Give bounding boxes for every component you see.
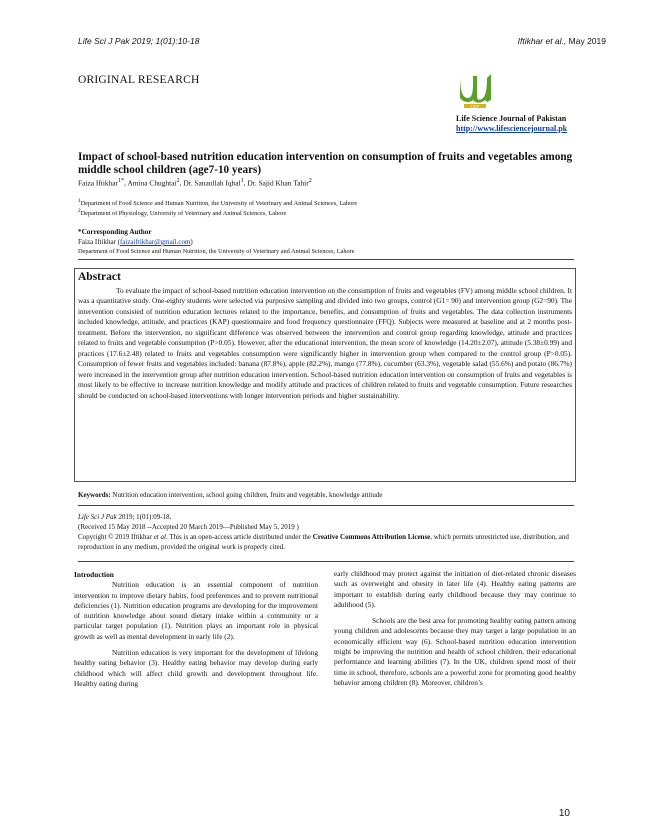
author-2-affil: 2 bbox=[176, 178, 180, 184]
author-1: Faiza Iftikhar bbox=[78, 178, 119, 188]
citation-dates: (Received 15 May 2018 --Accepted 20 March 2019—Published May 5, 2019 ) bbox=[78, 523, 299, 531]
abstract-heading: Abstract bbox=[78, 271, 121, 283]
journal-logo-icon bbox=[456, 70, 496, 110]
author-4: Dr. Sajid Khan Tahir bbox=[247, 178, 309, 188]
affiliation-1: $^1$Department of Food Science and Human Nutrition, the University of Veterinary and Animal Sciences, Lahore bbox=[78, 198, 358, 208]
author-1-affil: 1* bbox=[118, 178, 125, 184]
section-label: ORIGINAL RESEARCH bbox=[78, 74, 200, 86]
corresponding-author: Faiza Iftikhar (faizaiftikhar@gmail.com) bbox=[78, 238, 193, 246]
author-3: Dr. Sanaullah Iqbal bbox=[183, 178, 241, 188]
corresponding-dept: Department of Food Science and Human Nutrition, the University of Veterinary and Animal Sciences, Lahore bbox=[78, 248, 355, 255]
introduction-heading: Introduction bbox=[74, 570, 114, 579]
journal-logo bbox=[456, 70, 496, 110]
page-number: 10 bbox=[558, 808, 570, 819]
citation-journal: Life Sci J Pak bbox=[78, 513, 117, 521]
license-name: Creative Commons Attribution License bbox=[312, 533, 431, 541]
intro-paragraph-1: Nutrition education is an essential component of nutrition intervention to improve dietary habits, food preferences and to prevent nutritional deficiencies (1). Nutrition education programs are developing for the improvement of nutrition knowledge about sound dietary intake within a community or a particular target population (1). Nutrition plays an important role in physical growth as well as mental development in early life (2). bbox=[74, 580, 318, 641]
keywords bbox=[78, 491, 572, 499]
author-2: Amina Chughtai bbox=[127, 178, 177, 188]
journal-logo-caption: LSJP bbox=[470, 104, 480, 109]
citation-volume: 2019; 1(01):09-18. bbox=[118, 513, 172, 521]
running-header-author: Iftikhar et al., bbox=[517, 36, 567, 46]
intro-paragraph-3: early childhood may protect against the initiation of diet-related chronic diseases such as overweight and obesity in later life (4). Healthy eating patterns are important to establish during early childhood because they may continue to adulthood (5). bbox=[334, 569, 576, 609]
keywords-divider bbox=[78, 505, 574, 506]
author-4-affil: 2 bbox=[308, 178, 312, 184]
intro-paragraph-2: Nutrition education is very important for the development of lifelong healthy eating behavior (3). Healthy eating behavior may develop during early childhood which will affect child growth and development throughout life. Healthy eating during bbox=[74, 648, 318, 688]
corresponding-heading: *Corresponding Author bbox=[78, 228, 152, 236]
citation-divider bbox=[78, 561, 574, 562]
introduction-left-column bbox=[74, 570, 318, 689]
corresponding-name: Faiza Iftikhar bbox=[78, 238, 116, 246]
running-header-right bbox=[518, 36, 606, 46]
author-3-affil: 1 bbox=[240, 178, 244, 184]
article-title: Impact of school-based nutrition education intervention on consumption of fruits and vegetables among middle school children (age7-10 years) bbox=[78, 151, 573, 176]
copyright-notice: Copyright © 2019 Iftikhar et al. This is an open-access article distributed under the Creative Commons Attribution License, which permits unrestricted use, distribution, and reproduction in any medium, provided the original work is properly cited. bbox=[78, 533, 569, 551]
journal-name: Life Science Journal of Pakistan bbox=[456, 114, 567, 123]
header-divider bbox=[78, 259, 574, 260]
abstract-body: To evaluate the impact of school-based nutrition education intervention on the consumption of fruits and vegetables (FV) among middle school children. It was a quantitative study. One-eighty students were selected via purposive sampling and divided into two groups, control (G1= 90) and intervention group (G2=90). The intervention consisted of nutrition education lectures related to the importance, benefits, and consumption of fruits and vegetables. The data collection instruments included knowledge, attitude, and practices (KAP) questionnaire and food frequency questionnaire (FFQ). Subjects were measured at baseline and at 2 months post-treatment. Before the intervention, no significant difference was observed between the intervention and control group regarding knowledge, attitude and practices related to fruits and vegetable consumption (P>0.05). However, after the educational intervention, the mean score of knowledge (14.20±2.07), attitude (5.38±0.99) and practices (17.6±2.48) related to fruits and vegetables consumption were significantly higher in intervention group when compared to the control group (P>0.05). Consumption of fewer fruits and vegetables included: banana (87.8%), apple (82.2%), mango (77.8%), cucumber (63.3%), vegetable salad (55.6%) and potato (86.7%) were increased in the intervention group after nutrition education intervention. School-based nutrition education intervention on consumption of fruits and vegetables is most likely to be effective to increase nutrition knowledge and modify attitude and practices of children related to fruits and vegetable consumption. Future researches should be conducted on school-based interventions with longer intervention periods and higher sustainability. bbox=[78, 286, 572, 400]
introduction-right-column bbox=[334, 569, 576, 688]
running-header-left: Life Sci J Pak 2019; 1(01):10-18 bbox=[78, 36, 200, 46]
keywords-label: Keywords: bbox=[78, 491, 111, 499]
journal-url-link[interactable]: http://www.lifesciencejournal.pk bbox=[456, 124, 568, 133]
citation-ref bbox=[78, 512, 572, 522]
author-list: Faiza Iftikhar$^{1*}$, Amina Chughtai$^2$, Dr. Sanaullah Iqbal$^1$, Dr. Sajid Khan Tahir$^2$ bbox=[78, 178, 312, 188]
running-header-date: May 2019 bbox=[568, 36, 606, 46]
intro-paragraph-4: Schools are the best area for promoting healthy eating pattern among young children and adolescents because they may target a large population in an economically efficient way (6). School-based nutrition education intervention might be improving the nutrition and health of school children, their educational performance and learning abilities (7). In the UK, children spend most of their time in school, therefore, schools are a powerful zone for promoting good healthy behavior among children (8). Moreover, children’s bbox=[334, 616, 576, 687]
keywords-text: Nutrition education intervention, school going children, fruits and vegetable, knowledge attitude bbox=[112, 491, 383, 499]
corresponding-email-link[interactable]: faizaiftikhar@gmail.com bbox=[120, 238, 191, 246]
affiliation-2: $^2$Department of Physiology, University of Veterinary and Animal Sciences, Lahore bbox=[78, 208, 287, 218]
